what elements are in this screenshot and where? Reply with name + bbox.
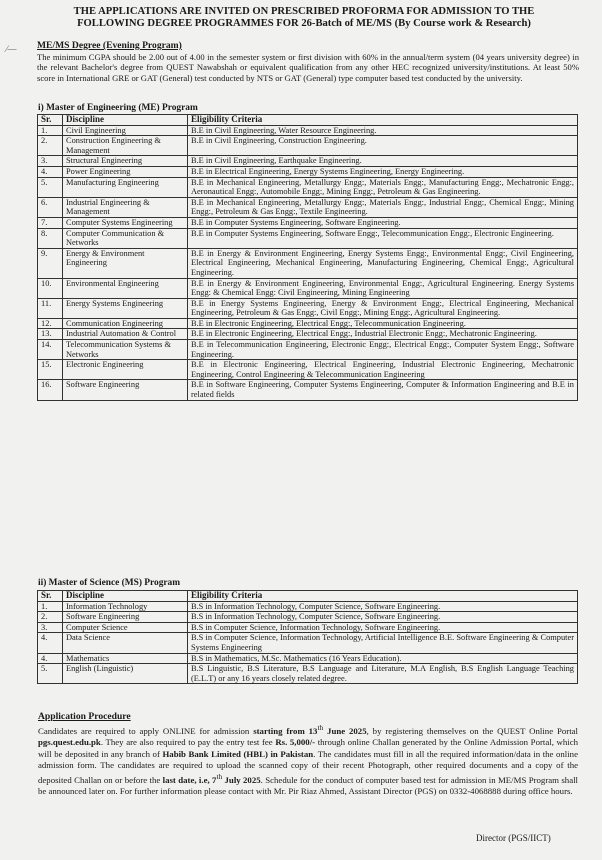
- table-row: [38, 664, 578, 684]
- row-discipline: Industrial Engineering & Management: [63, 197, 188, 217]
- row-discipline: Information Technology: [63, 601, 188, 612]
- row-sr: 12.: [38, 318, 63, 329]
- notice-title-line-1: THE APPLICATIONS ARE INVITED ON PRESCRIBED PROFORMA FOR ADMISSION TO THE: [73, 6, 535, 17]
- header-discipline: Discipline: [63, 115, 188, 126]
- row-sr: 2.: [38, 612, 63, 623]
- row-discipline: Manufacturing Engineering: [63, 177, 188, 197]
- procedure-text: , by registering themselves on the QUEST Online Portal: [366, 725, 578, 736]
- table-row: [38, 197, 578, 217]
- table-row: [38, 340, 578, 360]
- row-eligibility: B.S in Computer Science, Information Technology, Artificial Intelligence B.E. Software Engineering & Computer Systems Engineering: [188, 633, 578, 653]
- row-discipline: Data Science: [63, 633, 188, 653]
- entry-fee: Rs. 5,000/-: [275, 737, 316, 748]
- ordinal: th: [216, 772, 223, 782]
- row-discipline: Telecommunication Systems & Networks: [63, 340, 188, 360]
- row-discipline: Mathematics: [63, 653, 188, 664]
- procedure-heading: Application Procedure: [38, 711, 131, 722]
- row-eligibility: B.E in Electrical Engineering, Energy Systems Engineering, Energy Engineering.: [188, 166, 578, 177]
- row-discipline: Civil Engineering: [63, 125, 188, 136]
- last-date-month: July 2025: [222, 775, 261, 786]
- table-row: [38, 601, 578, 612]
- procedure-text: . They are also required to pay the entry test fee: [100, 737, 276, 748]
- row-discipline: Construction Engineering & Management: [63, 136, 188, 156]
- table-row: [38, 166, 578, 177]
- row-sr: 4.: [38, 653, 63, 664]
- table-row: [38, 622, 578, 633]
- director-signature: Director (PGS/IICT): [476, 833, 551, 843]
- row-discipline: English (Linguistic): [63, 664, 188, 684]
- row-eligibility: B.E in Software Engineering, Computer Systems Engineering, Computer & Information Engineering and B.E in related fields: [188, 380, 578, 400]
- header-sr: Sr.: [38, 591, 63, 602]
- row-eligibility: B.E in Energy Systems Engineering, Energy & Environment Engg:, Electrical Engineering, Mechanical Engineering, Petroleum & Gas Engg:, Civil Engg:, Mining Engg:, Agricultural Engineering.: [188, 298, 578, 318]
- ms-program-heading: ii) Master of Science (MS) Program: [38, 578, 181, 588]
- row-eligibility: B.E in Electronic Engineering, Electrical Engineering, Industrial Electronic Engineering, Mechatronic Engineering, Control Engineering & Telecommunication Engineering: [188, 360, 578, 380]
- table-row: [38, 136, 578, 156]
- row-eligibility: B.S in Information Technology, Computer Science, Software Engineering.: [188, 601, 578, 612]
- row-discipline: Computer Science: [63, 622, 188, 633]
- header-eligibility: Eligibility Criteria: [188, 115, 578, 126]
- row-discipline: Electronic Engineering: [63, 360, 188, 380]
- row-sr: 15.: [38, 360, 63, 380]
- row-sr: 5.: [38, 664, 63, 684]
- row-sr: 9.: [38, 248, 63, 278]
- row-sr: 4.: [38, 633, 63, 653]
- table-row: [38, 653, 578, 664]
- row-eligibility: B.S in Information Technology, Computer Science, Software Engineering.: [188, 612, 578, 623]
- row-eligibility: B.S Linguistic, B.S Literature, B.S Language and Literature, M.A English, B.S English Language Teaching (E.L.T) or any 16 years closely related degree.: [188, 664, 578, 684]
- row-sr: 4.: [38, 166, 63, 177]
- me-program-table: [37, 114, 578, 401]
- row-discipline: Software Engineering: [63, 612, 188, 623]
- procedure-text: through online Challan generated by the Online Admission Portal, which will be deposited in any branch of: [38, 737, 579, 759]
- procedure-paragraph: [38, 722, 578, 798]
- row-eligibility: B.E in Electronic Engineering, Electrical Engg:, Telecommunication Engineering.: [188, 318, 578, 329]
- row-eligibility: B.E in Energy & Environment Engineering, Environmental Engg:, Agricultural Engineering. Energy Systems Engg: & Chemical Engg: Civil Engineering, Mining Engineering: [188, 278, 578, 298]
- row-sr: 10.: [38, 278, 63, 298]
- row-eligibility: B.E in Civil Engineering, Construction Engineering.: [188, 136, 578, 156]
- ms-program-table: [37, 590, 578, 684]
- row-eligibility: B.E in Mechanical Engineering, Metallurgy Engg:, Materials Engg:, Industrial Engg:, Chemical Engg:, Mining Engg:, Petroleum & Gas Engg:, Textile Engineering.: [188, 197, 578, 217]
- bank-name: Habib Bank Limited (HBL) in Pakistan: [162, 748, 314, 759]
- row-eligibility: B.E in Civil Engineering, Earthquake Engineering.: [188, 156, 578, 167]
- row-discipline: Computer Communication & Networks: [63, 228, 188, 248]
- row-sr: 2.: [38, 136, 63, 156]
- row-sr: 13.: [38, 329, 63, 340]
- row-eligibility: B.E in Telecommunication Engineering, Electronic Engg:, Electrical Engg:, Computer System Engg:, Software Engineering.: [188, 340, 578, 360]
- row-eligibility: B.E in Mechanical Engineering, Metallurgy Engg:, Materials Engg:, Manufacturing Engg:, Mechatronic Engg:, Aeronautical Engg:, Automobile Engg:, Mining Engg:, Petroleum & Gas Engineering.: [188, 177, 578, 197]
- row-eligibility: B.S in Computer Science, Information Technology, Software Engineering.: [188, 622, 578, 633]
- row-sr: 5.: [38, 177, 63, 197]
- table-row: [38, 360, 578, 380]
- start-date: starting from 13: [253, 725, 318, 736]
- eligibility-paragraph: The minimum CGPA should be 2.00 out of 4.00 in the semester system or first division with 60% in the annual/term system (04 years university degree) in the relevant Bachelor's degree from QUEST Nawabshah or equivalent qualification from any other HEC recognized university/institutions. At least 50% score in International GRE or GAT (General) test conducted by NTS or GAT (General) type computer based test conducted by the university.: [37, 52, 579, 83]
- me-program-heading: i) Master of Engineering (ME) Program: [38, 103, 198, 113]
- table-row: [38, 380, 578, 400]
- row-discipline: Software Engineering: [63, 380, 188, 400]
- table-row: [38, 278, 578, 298]
- table-row: [38, 248, 578, 278]
- row-sr: 1.: [38, 125, 63, 136]
- row-discipline: Industrial Automation & Control: [63, 329, 188, 340]
- row-sr: 8.: [38, 228, 63, 248]
- last-date: last date, i.e, 7: [162, 775, 217, 786]
- row-sr: 3.: [38, 156, 63, 167]
- table-row: [38, 318, 578, 329]
- notice-title-line-2: FOLLOWING DEGREE PROGRAMMES FOR 26-Batch of ME/MS (By Course work & Research): [77, 18, 531, 29]
- table-row: [38, 329, 578, 340]
- row-discipline: Energy Systems Engineering: [63, 298, 188, 318]
- row-discipline: Power Engineering: [63, 166, 188, 177]
- portal-url: pgs.quest.edu.pk: [38, 737, 101, 748]
- table-row: [38, 156, 578, 167]
- row-eligibility: B.E in Electronic Engineering, Electrical Engg:, Industrial Electronic Engg:, Mechatronic Engineering.: [188, 329, 578, 340]
- row-sr: 3.: [38, 622, 63, 633]
- row-sr: 14.: [38, 340, 63, 360]
- table-row: [38, 217, 578, 228]
- table-row: [38, 298, 578, 318]
- procedure-text: Candidates are required to apply ONLINE for admission: [38, 725, 254, 736]
- row-discipline: Communication Engineering: [63, 318, 188, 329]
- header-sr: Sr.: [38, 115, 63, 126]
- row-sr: 7.: [38, 217, 63, 228]
- ordinal: th: [317, 723, 324, 732]
- row-eligibility: B.E in Civil Engineering, Water Resource Engineering.: [188, 125, 578, 136]
- row-sr: 1.: [38, 601, 63, 612]
- row-discipline: Structural Engineering: [63, 156, 188, 167]
- row-eligibility: B.S in Mathematics, M.Sc. Mathematics (16 Years Education).: [188, 653, 578, 664]
- table-row: [38, 633, 578, 653]
- row-eligibility: B.E in Energy & Environment Engineering, Energy Systems Engg:, Environmental Engg:, Civil Engineering, Electrical Engineering, Mechanical Engineering, Manufacturing Engineering, Chemical Engg:, Agricultural Engineering.: [188, 248, 578, 278]
- start-date-month: June 2025: [323, 725, 367, 736]
- row-sr: 16.: [38, 380, 63, 400]
- row-eligibility: B.E in Computer Systems Engineering, Software Engineering.: [188, 217, 578, 228]
- table-row: [38, 177, 578, 197]
- row-discipline: Energy & Environment Engineering: [63, 248, 188, 278]
- row-discipline: Computer Systems Engineering: [63, 217, 188, 228]
- row-eligibility: B.E in Computer Systems Engineering, Software Engg:, Telecommunication Engg:, Electronic Engineering.: [188, 228, 578, 248]
- row-discipline: Environmental Engineering: [63, 278, 188, 298]
- procedure-text: . Schedule for the conduct of computer based test for admission in ME/MS Program shall be announced later on. For further information please contact with Mr. Pir Riaz Ahmed, Assistant Director (PGS) on 0332-4068888 during office hours.: [38, 775, 579, 797]
- row-sr: 11.: [38, 298, 63, 318]
- evening-program-heading: ME/MS Degree (Evening Program): [37, 40, 182, 51]
- table-row: [38, 228, 578, 248]
- margin-mark-icon: ⁄—: [6, 44, 17, 54]
- header-discipline: Discipline: [63, 591, 188, 602]
- header-eligibility: Eligibility Criteria: [188, 591, 578, 602]
- procedure-text: . The candidates must fill in all the required information/data in the online admission form. The candidates are required to upload the scanned copy of their recent Photograph, other required documents and a copy of the deposited Challan on or before the: [38, 748, 578, 786]
- table-row: [38, 125, 578, 136]
- table-row: [38, 612, 578, 623]
- row-sr: 6.: [38, 197, 63, 217]
